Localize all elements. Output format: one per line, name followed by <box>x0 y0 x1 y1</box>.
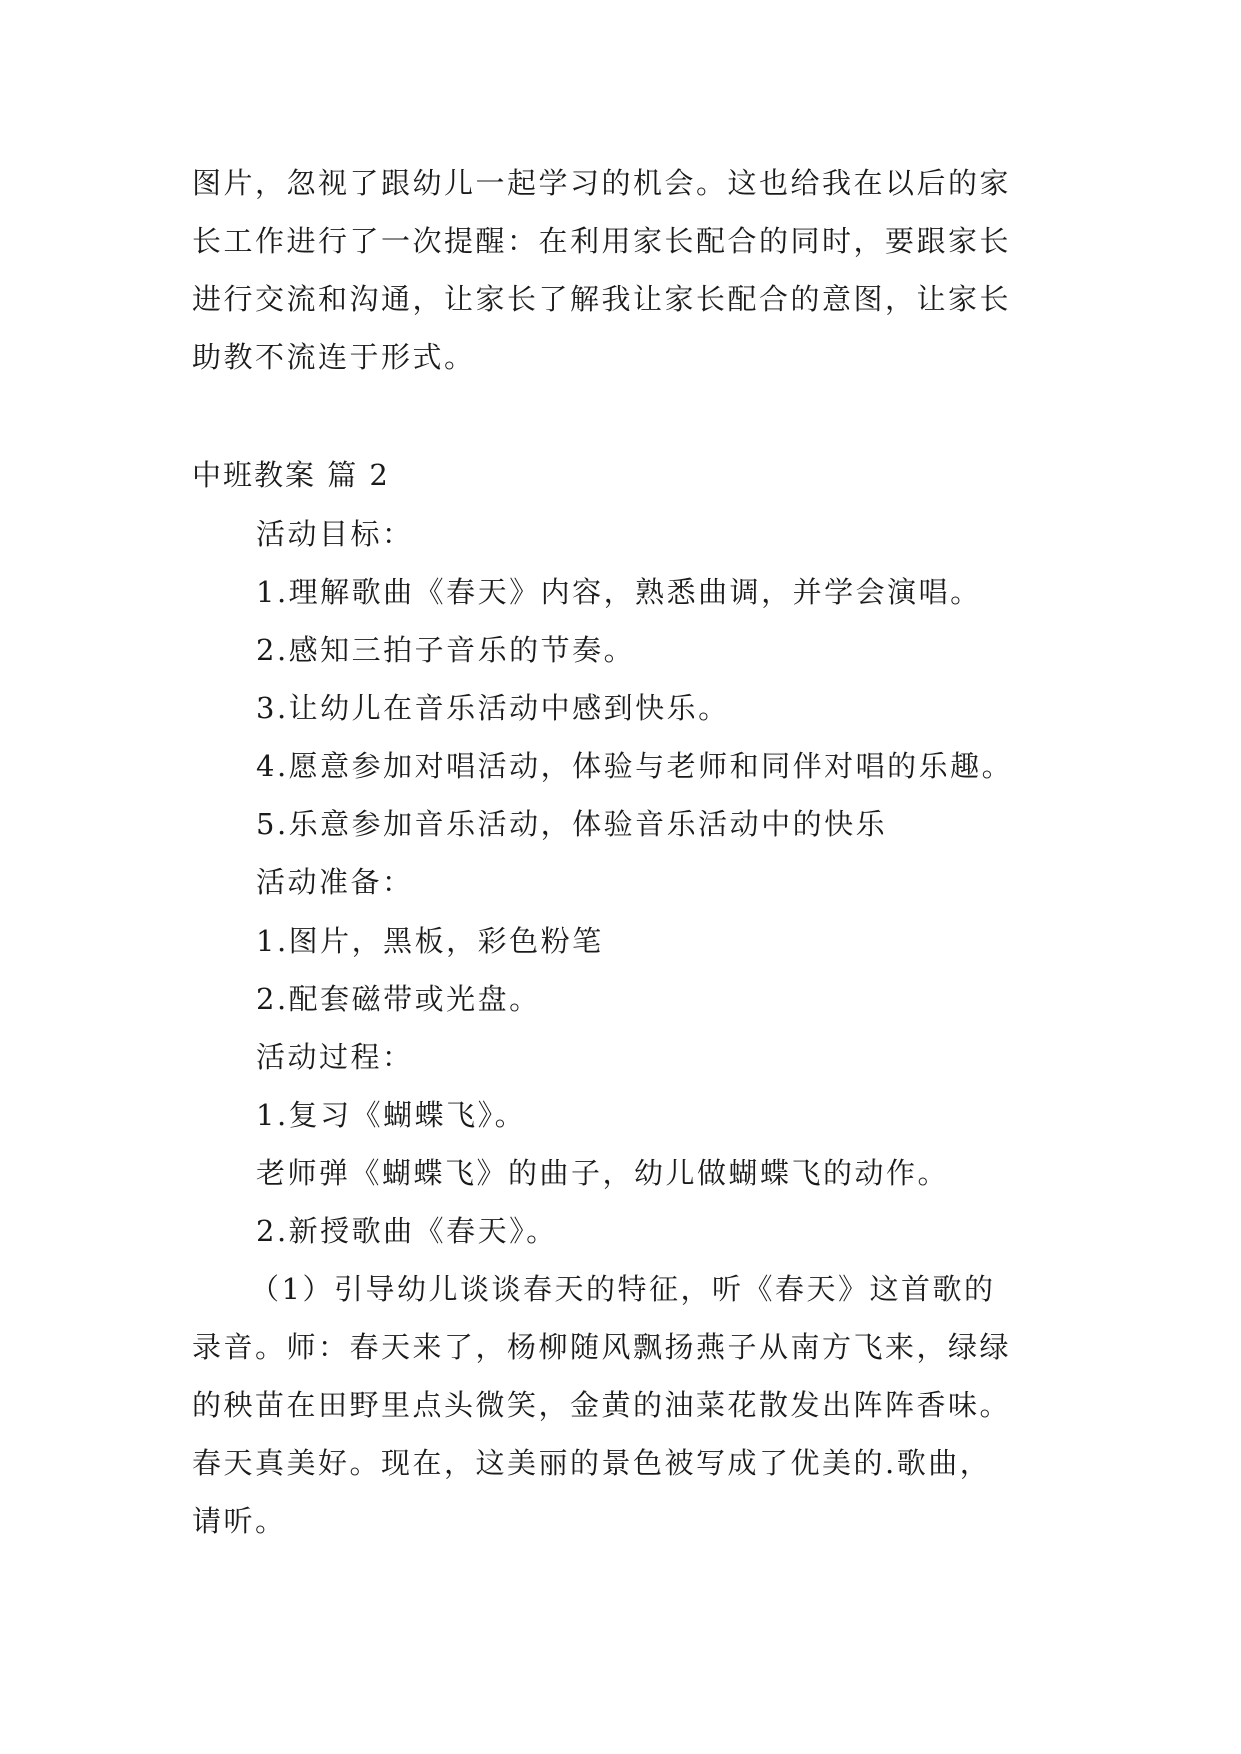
process-paragraph-line-5: 请听。 <box>192 1504 287 1538</box>
objective-item-5: 5.乐意参加音乐活动，体验音乐活动中的快乐 <box>256 807 888 841</box>
objectives-heading: 活动目标： <box>256 517 414 551</box>
preparation-item-2: 2.配套磁带或光盘。 <box>256 982 541 1016</box>
objective-item-4: 4.愿意参加对唱活动，体验与老师和同伴对唱的乐趣。 <box>256 749 1014 783</box>
process-paragraph-line-3: 的秧苗在田野里点头微笑，金黄的油菜花散发出阵阵香味。 <box>192 1388 1012 1422</box>
preparation-heading: 活动准备： <box>256 865 414 899</box>
process-paragraph-line-1: （1）引导幼儿谈谈春天的特征，听《春天》这首歌的 <box>250 1272 996 1306</box>
intro-line-4: 助教不流连于形式。 <box>192 340 476 374</box>
intro-line-3: 进行交流和沟通，让家长了解我让家长配合的意图，让家长 <box>192 282 1012 316</box>
preparation-item-1: 1.图片，黑板，彩色粉笔 <box>256 924 604 958</box>
process-line-3: 2.新授歌曲《春天》。 <box>256 1214 558 1248</box>
process-paragraph-line-2: 录音。师：春天来了，杨柳随风飘扬燕子从南方飞来，绿绿 <box>192 1330 1012 1364</box>
intro-line-1: 图片，忽视了跟幼儿一起学习的机会。这也给我在以后的家 <box>192 166 1012 200</box>
process-heading: 活动过程： <box>256 1040 414 1074</box>
objective-item-1: 1.理解歌曲《春天》内容，熟悉曲调，并学会演唱。 <box>256 575 982 609</box>
process-paragraph-line-4: 春天真美好。现在，这美丽的景色被写成了优美的.歌曲， <box>192 1446 992 1480</box>
objective-item-2: 2.感知三拍子音乐的节奏。 <box>256 633 636 667</box>
process-line-2: 老师弹《蝴蝶飞》的曲子，幼儿做蝴蝶飞的动作。 <box>256 1156 950 1190</box>
section-title: 中班教案 篇 2 <box>192 458 390 492</box>
intro-line-2: 长工作进行了一次提醒：在利用家长配合的同时，要跟家长 <box>192 224 1012 258</box>
objective-item-3: 3.让幼儿在音乐活动中感到快乐。 <box>256 691 730 725</box>
process-line-1: 1.复习《蝴蝶飞》。 <box>256 1098 527 1132</box>
